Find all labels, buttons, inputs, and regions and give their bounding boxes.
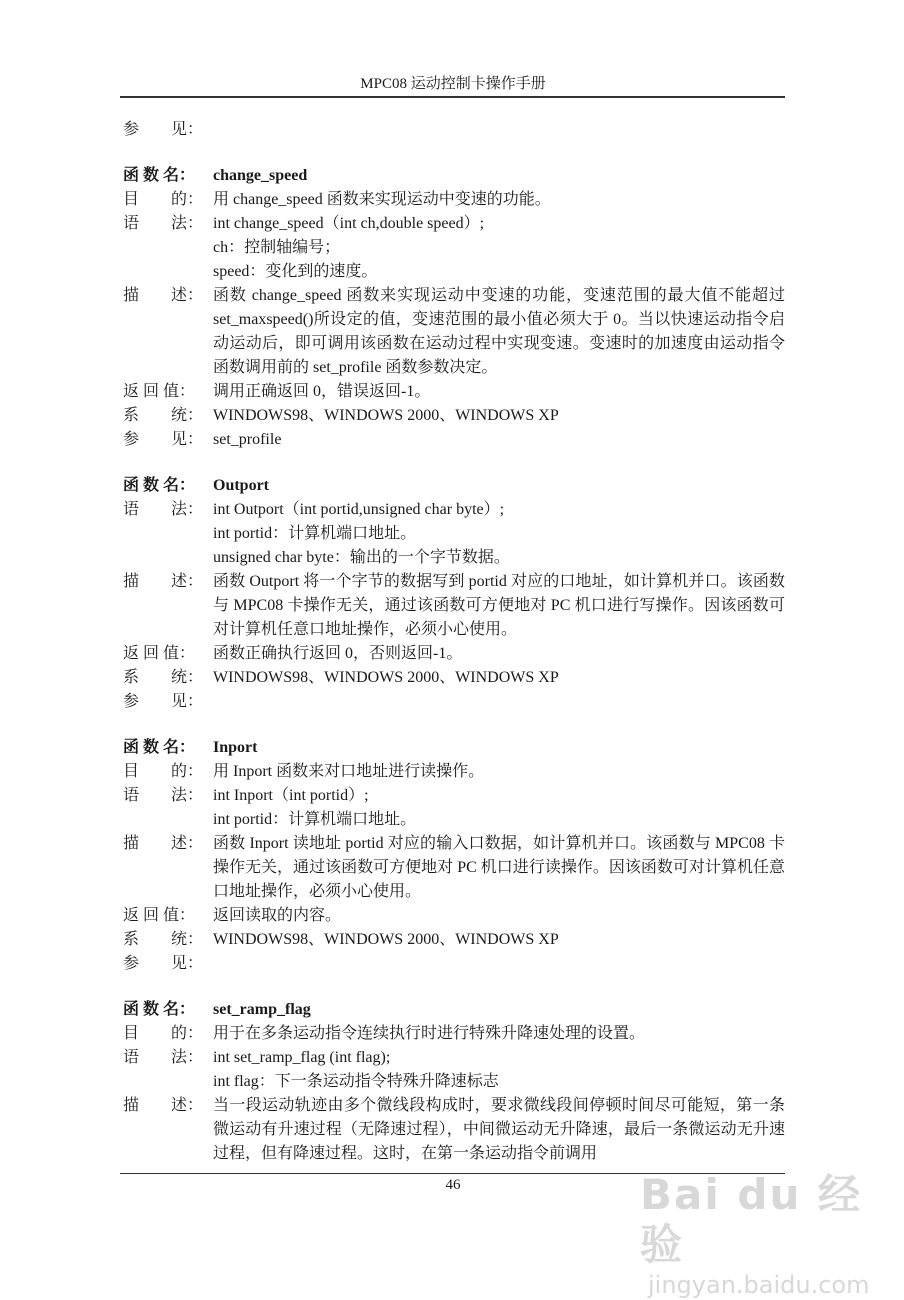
- param-line: speed：变化到的速度。: [213, 263, 378, 280]
- purpose-row: [123, 188, 785, 212]
- system-label: 系 统：: [123, 931, 204, 948]
- watermark-url: jingyan.baidu.com: [648, 1271, 870, 1299]
- func-name: set_ramp_flag: [213, 1001, 311, 1018]
- syntax-row: [123, 784, 785, 808]
- return-label: 返 回 值：: [123, 645, 196, 662]
- watermark-brand: Bai du 经验: [640, 1170, 862, 1269]
- func-name-label: 函 数 名：: [123, 739, 196, 756]
- param-line: int flag：下一条运动指令特殊升降速标志: [213, 1073, 499, 1090]
- description-value: 函数 Inport 读地址 portid 对应的输入口数据，如计算机并口。该函数与 MPC08 卡操作无关，通过该函数可方便地对 PC 机口进行读操作。因该函数可对计算机任意口地址操作，必须小心使用。: [213, 835, 785, 900]
- baidu-jingyan-watermark: [640, 1170, 880, 1299]
- param-line: unsigned char byte：输出的一个字节数据。: [213, 549, 510, 566]
- purpose-label: 目 的：: [123, 191, 204, 208]
- see-also-label: 参 见：: [123, 121, 204, 138]
- see-also-value: set_profile: [213, 431, 282, 448]
- return-row: [123, 904, 785, 928]
- purpose-value: 用 Inport 函数来对口地址进行读操作。: [213, 763, 485, 780]
- syntax-label: 语 法：: [123, 501, 204, 518]
- description-row: [123, 284, 785, 380]
- see-also-row: [123, 428, 785, 452]
- syntax-row: [123, 498, 785, 522]
- return-row: [123, 380, 785, 404]
- page-header-title: MPC08 运动控制卡操作手册: [360, 76, 546, 92]
- func-name-label: 函 数 名：: [123, 167, 196, 184]
- return-value: 函数正确执行返回 0，否则返回-1。: [213, 645, 463, 662]
- function-entry-outport: [123, 474, 785, 714]
- description-label: 描 述：: [123, 287, 204, 304]
- function-entry-set-ramp-flag: [123, 998, 785, 1166]
- syntax-label: 语 法：: [123, 1049, 204, 1066]
- purpose-label: 目 的：: [123, 763, 204, 780]
- description-value: 函数 change_speed 函数来实现运动中变速的功能，变速范围的最大值不能超过 set_maxspeed()所设定的值，变速范围的最小值必须大于 0。当以快速运动指令启动运动后，即可调用该函数在运动过程中实现变速。变速时的加速度由运动指令函数调用前的 set_profile 函数参数决定。: [213, 287, 785, 376]
- see-also-label: 参 见：: [123, 431, 204, 448]
- return-value: 调用正确返回 0，错误返回-1。: [213, 383, 431, 400]
- func-name: change_speed: [213, 167, 308, 184]
- syntax-value: int Inport（int portid）;: [213, 787, 369, 804]
- system-row: [123, 404, 785, 428]
- system-label: 系 统：: [123, 407, 204, 424]
- func-name-row: [123, 736, 785, 760]
- return-value: 返回读取的内容。: [213, 907, 342, 924]
- func-name-row: [123, 474, 785, 498]
- see-also-row: [123, 690, 785, 714]
- description-value: 函数 Outport 将一个字节的数据写到 portid 对应的口地址，如计算机并口。该函数与 MPC08 卡操作无关，通过该函数可方便地对 PC 机口进行写操作。因该函数可对计算机任意口地址操作，必须小心使用。: [213, 573, 785, 638]
- func-name-row: [123, 998, 785, 1022]
- purpose-value: 用 change_speed 函数来实现运动中变速的功能。: [213, 191, 551, 208]
- header-divider: [120, 96, 785, 98]
- param-line: int portid：计算机端口地址。: [213, 525, 417, 542]
- see-also-value: [213, 952, 785, 976]
- purpose-row: [123, 1022, 785, 1046]
- syntax-value: int change_speed（int ch,double speed）;: [213, 215, 485, 232]
- system-row: [123, 928, 785, 952]
- see-also-label: 参 见：: [123, 693, 204, 710]
- syntax-label: 语 法：: [123, 215, 204, 232]
- purpose-value: 用于在多条运动指令连续执行时进行特殊升降速处理的设置。: [213, 1025, 646, 1042]
- prev-see-also-row: [123, 118, 785, 142]
- system-value: WINDOWS98、WINDOWS 2000、WINDOWS XP: [213, 931, 559, 948]
- description-value: 当一段运动轨迹由多个微线段构成时，要求微线段间停顿时间尽可能短，第一条微运动有升速过程（无降速过程），中间微运动无升降速，最后一条微运动无升速过程，但有降速过程。这时，在第一条运动指令前调用: [213, 1097, 785, 1162]
- system-row: [123, 666, 785, 690]
- description-row: [123, 832, 785, 904]
- syntax-label: 语 法：: [123, 787, 204, 804]
- description-row: [123, 1094, 785, 1166]
- function-entry-inport: [123, 736, 785, 976]
- param-line: ch：控制轴编号；: [213, 239, 341, 256]
- func-name: Inport: [213, 739, 258, 756]
- document-body: [123, 118, 785, 1166]
- return-label: 返 回 值：: [123, 907, 196, 924]
- description-label: 描 述：: [123, 835, 204, 852]
- see-also-value: [213, 690, 785, 714]
- description-label: 描 述：: [123, 573, 204, 590]
- see-also-value: [213, 118, 785, 142]
- return-label: 返 回 值：: [123, 383, 196, 400]
- func-name-label: 函 数 名：: [123, 477, 196, 494]
- function-entry-change-speed: [123, 164, 785, 452]
- page-number: 46: [445, 1177, 461, 1193]
- system-label: 系 统：: [123, 669, 204, 686]
- return-row: [123, 642, 785, 666]
- syntax-value: int set_ramp_flag (int flag);: [213, 1049, 391, 1066]
- func-name: Outport: [213, 477, 269, 494]
- func-name-row: [123, 164, 785, 188]
- purpose-label: 目 的：: [123, 1025, 204, 1042]
- description-row: [123, 570, 785, 642]
- syntax-row: [123, 212, 785, 236]
- system-value: WINDOWS98、WINDOWS 2000、WINDOWS XP: [213, 407, 559, 424]
- see-also-label: 参 见：: [123, 955, 204, 972]
- system-value: WINDOWS98、WINDOWS 2000、WINDOWS XP: [213, 669, 559, 686]
- syntax-value: int Outport（int portid,unsigned char byte）;: [213, 501, 505, 518]
- purpose-row: [123, 760, 785, 784]
- param-line: int portid：计算机端口地址。: [213, 811, 417, 828]
- syntax-row: [123, 1046, 785, 1070]
- description-label: 描 述：: [123, 1097, 204, 1114]
- func-name-label: 函 数 名：: [123, 1001, 196, 1018]
- see-also-row: [123, 952, 785, 976]
